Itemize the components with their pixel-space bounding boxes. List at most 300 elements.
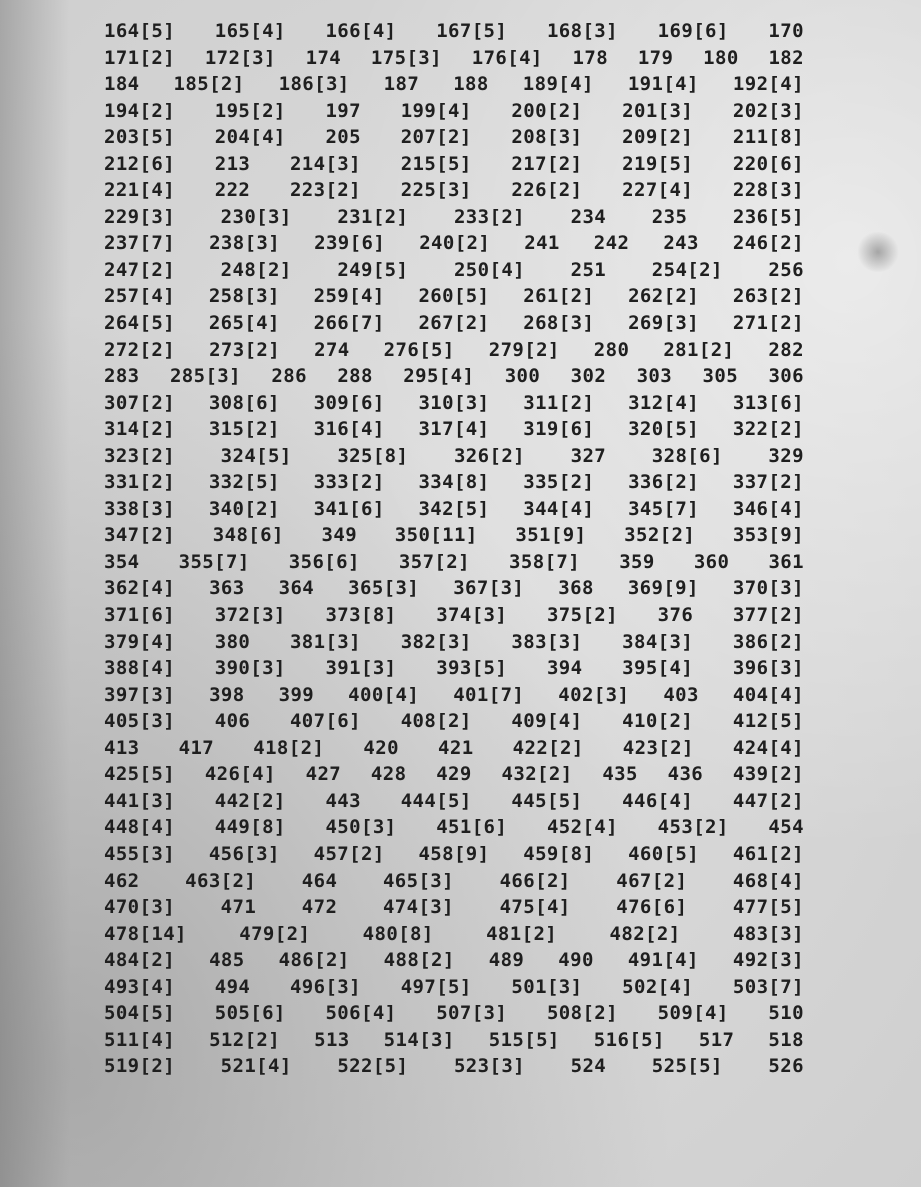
index-entry: 271[2] xyxy=(732,312,804,335)
index-entry: 340[2] xyxy=(208,497,280,520)
index-line xyxy=(104,337,804,364)
index-entry: 309[6] xyxy=(313,391,385,414)
index-entry: 276[5] xyxy=(383,338,455,361)
index-entry: 229[3] xyxy=(104,205,176,228)
index-entry: 358[7] xyxy=(509,550,581,573)
index-entry: 199[4] xyxy=(400,99,472,122)
index-entry: 465[3] xyxy=(382,869,454,892)
index-entry: 285[3] xyxy=(169,365,241,388)
index-entry: 369[9] xyxy=(627,577,699,600)
index-entry: 295[4] xyxy=(403,365,475,388)
index-entry: 186[3] xyxy=(278,73,350,96)
index-entry: 169[6] xyxy=(657,20,729,42)
index-entry: 251 xyxy=(570,258,607,281)
index-entry: 420 xyxy=(363,736,399,759)
index-entry: 316[4] xyxy=(313,418,385,441)
index-line xyxy=(104,788,804,815)
index-line xyxy=(104,363,804,390)
index-entry: 504[5] xyxy=(104,1002,176,1025)
index-line xyxy=(104,761,804,788)
index-entry: 442[2] xyxy=(214,789,286,812)
index-entry: 506[4] xyxy=(325,1002,397,1025)
index-entry: 436 xyxy=(667,763,704,786)
index-entry: 374[3] xyxy=(436,604,508,627)
index-entry: 178 xyxy=(572,46,609,69)
index-entry: 370[3] xyxy=(732,577,804,600)
index-entry: 397[3] xyxy=(104,683,176,706)
index-line xyxy=(104,283,804,310)
index-entry: 467[2] xyxy=(616,869,688,892)
index-entry: 273[2] xyxy=(209,338,281,361)
index-entry: 337[2] xyxy=(732,471,804,494)
index-entry: 263[2] xyxy=(732,285,804,308)
index-entry: 395[4] xyxy=(622,657,694,680)
index-entry: 462 xyxy=(104,869,140,892)
index-line xyxy=(104,708,804,735)
index-entry: 359 xyxy=(619,550,655,573)
index-entry: 410[2] xyxy=(622,710,694,733)
index-entry: 446[4] xyxy=(622,789,694,812)
index-entry: 204[4] xyxy=(214,126,286,149)
index-entry: 312[4] xyxy=(628,391,700,414)
index-entry: 451[6] xyxy=(436,816,508,839)
index-entry: 441[3] xyxy=(104,789,176,812)
index-entry: 405[3] xyxy=(104,710,176,733)
index-line xyxy=(104,151,804,178)
index-entry: 448[4] xyxy=(104,816,176,839)
index-entry: 488[2] xyxy=(383,949,455,972)
index-entry: 167[5] xyxy=(436,20,508,42)
index-entry: 425[5] xyxy=(104,763,176,786)
index-entry: 361 xyxy=(768,550,804,573)
index-entry: 280 xyxy=(593,338,630,361)
index-entry: 227[4] xyxy=(622,179,694,202)
index-entry: 300 xyxy=(504,365,541,388)
index-entry: 258[3] xyxy=(208,285,280,308)
index-entry: 368 xyxy=(558,577,594,600)
index-entry: 409[4] xyxy=(511,710,583,733)
index-entry: 328[6] xyxy=(651,444,723,467)
index-entry: 242 xyxy=(593,232,630,255)
index-entry: 484[2] xyxy=(104,949,176,972)
index-entry: 308[6] xyxy=(208,391,280,414)
index-entry: 367[3] xyxy=(453,577,525,600)
index-entry: 191[4] xyxy=(627,73,699,96)
index-line xyxy=(104,575,804,602)
index-entry: 390[3] xyxy=(214,657,286,680)
index-entry: 485 xyxy=(209,949,245,972)
index-entry: 303 xyxy=(636,365,673,388)
index-entry: 180 xyxy=(703,46,739,69)
index-entry: 324[5] xyxy=(220,444,292,467)
index-entry: 363 xyxy=(209,577,245,600)
index-entry: 267[2] xyxy=(418,312,490,335)
index-entry: 455[3] xyxy=(104,842,176,865)
index-entry: 165[4] xyxy=(214,20,286,42)
index-entry: 279[2] xyxy=(488,338,560,361)
index-entry: 516[5] xyxy=(593,1028,665,1051)
index-entry: 268[3] xyxy=(523,312,595,335)
index-entry: 345[7] xyxy=(628,497,700,520)
index-entry: 479[2] xyxy=(239,922,311,945)
index-entry: 327 xyxy=(570,444,607,467)
index-entry: 352[2] xyxy=(624,524,696,547)
index-entry: 238[3] xyxy=(209,232,281,255)
index-entry: 412[5] xyxy=(732,710,804,733)
index-entry: 383[3] xyxy=(511,630,583,653)
index-entry: 349 xyxy=(321,524,358,547)
index-entry: 413 xyxy=(104,736,140,759)
index-entry: 501[3] xyxy=(511,975,583,998)
index-entry: 184 xyxy=(104,73,140,96)
index-entry: 208[3] xyxy=(511,126,583,149)
index-entry: 381[3] xyxy=(289,630,361,653)
index-entry: 185[2] xyxy=(173,73,245,96)
index-entry: 439[2] xyxy=(732,763,804,786)
index-entry: 332[5] xyxy=(208,471,280,494)
index-entry: 222 xyxy=(214,179,251,202)
index-entry: 364 xyxy=(278,577,315,600)
index-line xyxy=(104,921,804,948)
index-entry: 466[2] xyxy=(499,869,571,892)
index-entry: 399 xyxy=(278,683,315,706)
index-line xyxy=(104,45,804,72)
index-entry: 307[2] xyxy=(104,391,176,414)
index-entry: 428 xyxy=(370,763,407,786)
index-entry: 386[2] xyxy=(732,630,804,653)
index-line xyxy=(104,177,804,204)
index-line xyxy=(104,602,804,629)
index-entry: 375[2] xyxy=(546,604,618,627)
index-entry: 422[2] xyxy=(512,736,584,759)
index-line xyxy=(104,814,804,841)
index-entry: 407[6] xyxy=(289,710,361,733)
index-entry: 477[5] xyxy=(732,896,804,919)
index-entry: 353[9] xyxy=(732,524,804,547)
index-line xyxy=(104,469,804,496)
index-line xyxy=(104,124,804,151)
index-entry: 201[3] xyxy=(622,99,694,122)
index-entry: 286 xyxy=(271,365,307,388)
index-line xyxy=(104,735,804,762)
index-entry: 274 xyxy=(314,338,350,361)
index-entry: 492[3] xyxy=(732,949,804,972)
index-entry: 217[2] xyxy=(511,152,583,175)
index-entry: 453[2] xyxy=(657,816,729,839)
index-line xyxy=(104,230,804,257)
index-entry: 377[2] xyxy=(732,604,804,627)
index-entry: 394 xyxy=(546,657,583,680)
index-entry: 175[3] xyxy=(370,46,442,69)
index-entry: 388[4] xyxy=(104,657,176,680)
index-entry: 240[2] xyxy=(419,232,491,255)
index-entry: 265[4] xyxy=(208,312,280,335)
index-entry: 202[3] xyxy=(732,99,804,122)
index-entry: 525[5] xyxy=(651,1055,723,1078)
index-entry: 502[4] xyxy=(622,975,694,998)
index-entry: 371[6] xyxy=(104,604,176,627)
index-entry: 342[5] xyxy=(418,497,490,520)
index-entry: 256 xyxy=(768,258,804,281)
index-entry: 219[5] xyxy=(622,152,694,175)
index-entry: 220[6] xyxy=(732,152,804,175)
index-entry: 344[4] xyxy=(523,497,595,520)
index-entry: 207[2] xyxy=(400,126,472,149)
index-entry: 212[6] xyxy=(104,152,176,175)
index-entry: 510 xyxy=(768,1002,804,1025)
index-line xyxy=(104,629,804,656)
index-entry: 513 xyxy=(314,1028,350,1051)
index-entry: 421 xyxy=(438,736,474,759)
page-smudge xyxy=(856,232,900,272)
index-entry: 393[5] xyxy=(436,657,508,680)
index-entry: 519[2] xyxy=(104,1055,176,1078)
index-entry: 380 xyxy=(214,630,251,653)
index-entry: 215[5] xyxy=(400,152,472,175)
index-entry: 179 xyxy=(637,46,674,69)
index-entry: 319[6] xyxy=(523,418,595,441)
index-entry: 435 xyxy=(602,763,638,786)
index-entry: 508[2] xyxy=(546,1002,618,1025)
index-line xyxy=(104,549,804,576)
index-entry: 194[2] xyxy=(104,99,176,122)
index-entry: 325[8] xyxy=(337,444,409,467)
index-entry: 509[4] xyxy=(657,1002,729,1025)
index-entry: 236[5] xyxy=(732,205,804,228)
index-entry: 491[4] xyxy=(627,949,699,972)
index-entry: 322[2] xyxy=(732,418,804,441)
index-entry: 497[5] xyxy=(400,975,472,998)
index-entry: 447[2] xyxy=(732,789,804,812)
index-entry: 379[4] xyxy=(104,630,176,653)
index-entry: 507[3] xyxy=(436,1002,508,1025)
index-entry: 475[4] xyxy=(499,896,571,919)
index-entry: 261[2] xyxy=(523,285,595,308)
index-entry: 503[7] xyxy=(732,975,804,998)
index-entry: 408[2] xyxy=(400,710,472,733)
index-entry: 171[2] xyxy=(104,46,176,69)
index-line xyxy=(104,1027,804,1054)
index-entry: 460[5] xyxy=(628,842,700,865)
index-entry: 237[7] xyxy=(104,232,176,255)
index-entry: 480[8] xyxy=(362,922,434,945)
index-entry: 512[2] xyxy=(209,1028,281,1051)
index-entry: 317[4] xyxy=(418,418,490,441)
index-entry: 423[2] xyxy=(622,736,694,759)
index-entry: 302 xyxy=(570,365,607,388)
index-entry: 454 xyxy=(768,816,804,839)
index-entry: 384[3] xyxy=(622,630,694,653)
index-entry: 336[2] xyxy=(628,471,700,494)
index-entry: 403 xyxy=(663,683,699,706)
index-line xyxy=(104,894,804,921)
index-entry: 313[6] xyxy=(732,391,804,414)
index-entry: 355[7] xyxy=(178,550,250,573)
index-entry: 195[2] xyxy=(214,99,286,122)
index-entry: 468[4] xyxy=(732,869,804,892)
index-entry: 248[2] xyxy=(220,258,292,281)
index-entry: 331[2] xyxy=(104,471,176,494)
index-line xyxy=(104,18,804,45)
index-entry: 281[2] xyxy=(663,338,735,361)
index-entry: 174 xyxy=(305,46,342,69)
index-entry: 246[2] xyxy=(732,232,804,255)
index-entry: 360 xyxy=(693,550,730,573)
index-entry: 482[2] xyxy=(609,922,681,945)
index-entry: 283 xyxy=(104,365,140,388)
index-entry: 458[9] xyxy=(418,842,490,865)
index-entry: 400[4] xyxy=(348,683,420,706)
index-entry: 351[9] xyxy=(515,524,587,547)
index-entry: 249[5] xyxy=(337,258,409,281)
index-entry: 457[2] xyxy=(313,842,385,865)
index-entry: 511[4] xyxy=(104,1028,176,1051)
index-entry: 524 xyxy=(570,1055,607,1078)
index-entry: 464 xyxy=(301,869,338,892)
index-line xyxy=(104,71,804,98)
index-entry: 288 xyxy=(337,365,373,388)
index-entry: 326[2] xyxy=(453,444,526,467)
index-entry: 203[5] xyxy=(104,126,176,149)
index-entry: 247[2] xyxy=(104,258,176,281)
index-entry: 418[2] xyxy=(253,736,325,759)
index-entry: 254[2] xyxy=(651,258,723,281)
index-entry: 282 xyxy=(768,338,804,361)
index-entry: 391[3] xyxy=(325,657,397,680)
index-entry: 264[5] xyxy=(104,312,176,335)
index-entry: 187 xyxy=(383,73,420,96)
index-line xyxy=(104,443,804,470)
index-entry: 266[7] xyxy=(313,312,385,335)
index-entry: 444[5] xyxy=(400,789,472,812)
index-entry: 323[2] xyxy=(104,444,176,467)
index-entry: 197 xyxy=(325,99,361,122)
index-entry: 472 xyxy=(301,896,338,919)
index-line xyxy=(104,204,804,231)
index-entry: 192[4] xyxy=(732,73,804,96)
index-entry: 241 xyxy=(524,232,560,255)
index-entry: 461[2] xyxy=(732,842,804,865)
index-entry: 481[2] xyxy=(486,922,558,945)
index-entry: 372[3] xyxy=(214,604,286,627)
index-entry: 306 xyxy=(768,365,804,388)
index-entry: 483[3] xyxy=(732,922,804,945)
index-entry: 443 xyxy=(325,789,361,812)
index-entry: 382[3] xyxy=(400,630,472,653)
index-line xyxy=(104,655,804,682)
index-entry: 429 xyxy=(436,763,472,786)
index-entry: 221[4] xyxy=(104,179,176,202)
index-entry: 172[3] xyxy=(204,46,276,69)
index-line xyxy=(104,98,804,125)
index-entry: 474[3] xyxy=(382,896,454,919)
index-entry: 233[2] xyxy=(453,205,526,228)
index-entry: 259[4] xyxy=(313,285,385,308)
index-entry: 456[3] xyxy=(208,842,280,865)
index-entry: 225[3] xyxy=(400,179,472,202)
index-entry: 269[3] xyxy=(628,312,700,335)
index-entry: 471 xyxy=(220,896,257,919)
index-entry: 427 xyxy=(305,763,342,786)
index-entry: 490 xyxy=(558,949,594,972)
index-entry: 494 xyxy=(214,975,251,998)
index-entry: 214[3] xyxy=(289,152,361,175)
index-line xyxy=(104,390,804,417)
index-entry: 314[2] xyxy=(104,418,176,441)
index-entry: 166[4] xyxy=(325,20,397,42)
index-entry: 250[4] xyxy=(453,258,526,281)
index-entry: 518 xyxy=(768,1028,804,1051)
index-entry: 365[3] xyxy=(348,577,420,600)
index-entry: 463[2] xyxy=(185,869,257,892)
index-entry: 272[2] xyxy=(104,338,176,361)
index-line xyxy=(104,257,804,284)
index-entry: 257[4] xyxy=(104,285,176,308)
index-entry: 213 xyxy=(214,152,251,175)
index-entry: 346[4] xyxy=(732,497,804,520)
index-entry: 209[2] xyxy=(622,126,694,149)
index-entry: 170 xyxy=(768,20,804,42)
index-line xyxy=(104,974,804,1001)
index-entry: 243 xyxy=(663,232,699,255)
index-entry: 476[6] xyxy=(616,896,688,919)
index-entry: 315[2] xyxy=(208,418,280,441)
index-line xyxy=(104,841,804,868)
index-entry: 200[2] xyxy=(511,99,583,122)
index-entry: 445[5] xyxy=(511,789,583,812)
index-entry: 496[3] xyxy=(289,975,361,998)
index-entry: 486[2] xyxy=(278,949,350,972)
index-line xyxy=(104,1000,804,1027)
index-entry: 478[14] xyxy=(104,922,187,945)
index-entry: 452[4] xyxy=(546,816,618,839)
index-entry: 211[8] xyxy=(732,126,804,149)
index-entry: 470[3] xyxy=(104,896,176,919)
index-entry: 189[4] xyxy=(522,73,594,96)
index-entry: 396[3] xyxy=(732,657,804,680)
index-line xyxy=(104,496,804,523)
index-entry: 176[4] xyxy=(471,46,543,69)
index-entry: 188 xyxy=(453,73,489,96)
index-entry: 164[5] xyxy=(104,20,176,42)
index-entry: 260[5] xyxy=(418,285,490,308)
index-entry: 228[3] xyxy=(732,179,804,202)
index-entry: 329 xyxy=(768,444,804,467)
index-line xyxy=(104,682,804,709)
index-entry: 226[2] xyxy=(511,179,583,202)
index-line xyxy=(104,416,804,443)
index-entry: 521[4] xyxy=(220,1055,292,1078)
index-entry: 231[2] xyxy=(337,205,409,228)
index-entry: 311[2] xyxy=(523,391,595,414)
index-entry: 432[2] xyxy=(501,763,573,786)
index-entry: 398 xyxy=(209,683,245,706)
index-entry: 523[3] xyxy=(453,1055,526,1078)
index-line xyxy=(104,868,804,895)
index-entry: 526 xyxy=(768,1055,804,1078)
index-entry: 515[5] xyxy=(488,1028,560,1051)
page-number-index xyxy=(104,18,804,1080)
index-entry: 223[2] xyxy=(289,179,361,202)
index-entry: 514[3] xyxy=(383,1028,455,1051)
index-entry: 362[4] xyxy=(104,577,176,600)
index-entry: 354 xyxy=(104,550,140,573)
index-entry: 373[8] xyxy=(325,604,397,627)
index-entry: 347[2] xyxy=(104,524,176,547)
index-entry: 205 xyxy=(325,126,361,149)
index-entry: 357[2] xyxy=(398,550,470,573)
index-entry: 334[8] xyxy=(418,471,490,494)
